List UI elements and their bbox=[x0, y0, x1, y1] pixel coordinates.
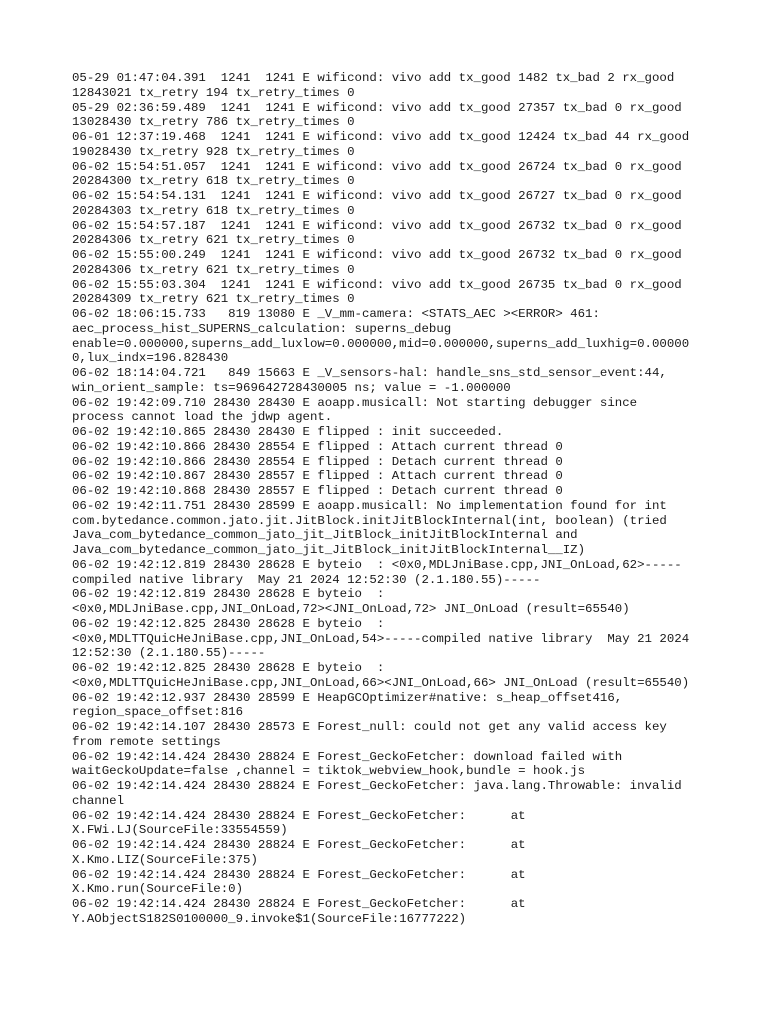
log-line: 06-02 18:14:04.721 849 15663 E _V_sensors-hal: handle_sns_std_sensor_event:44, bbox=[72, 366, 667, 380]
log-line: from remote settings bbox=[72, 734, 221, 749]
log-line: <0x0,MDLTTQuicHeJniBase.cpp,JNI_OnLoad,66><JNI_OnLoad,66> JNI_OnLoad (result=65540) bbox=[72, 675, 690, 690]
log-line: 12:52:30 (2.1.180.55)----- bbox=[72, 646, 266, 661]
log-line: win_orient_sample: ts=969642728430005 ns; value = -1.000000 bbox=[72, 380, 511, 395]
log-line: 20284306 tx_retry 621 tx_retry_times 0 bbox=[72, 262, 355, 277]
log-line: aec_process_hist_SUPERNS_calculation: superns_debug bbox=[72, 321, 452, 336]
log-line: 05-29 01:47:04.391 1241 1241 E wificond: vivo add tx_good 1482 tx_bad 2 rx_good bbox=[72, 71, 675, 85]
log-line: X.Kmo.run(SourceFile:0) bbox=[72, 882, 244, 897]
log-line: 06-01 12:37:19.468 1241 1241 E wificond: vivo add tx_good 12424 tx_bad 44 rx_good bbox=[72, 130, 690, 144]
log-line: Y.AObjectS182S0100000_9.invoke$1(SourceFile:16777222) bbox=[72, 911, 467, 926]
log-line: 06-02 15:54:54.131 1241 1241 E wificond: vivo add tx_good 26727 tx_bad 0 rx_good bbox=[72, 189, 682, 203]
log-line: 05-29 02:36:59.489 1241 1241 E wificond: vivo add tx_good 27357 tx_bad 0 rx_good bbox=[72, 100, 682, 115]
log-line: 06-02 15:54:51.057 1241 1241 E wificond: vivo add tx_good 26724 tx_bad 0 rx_good bbox=[72, 159, 682, 174]
log-line: 06-02 19:42:14.424 28430 28824 E Forest_GeckoFetcher: java.lang.Throwable: invalid bbox=[72, 779, 682, 793]
log-line: 06-02 19:42:12.825 28430 28628 E byteio : bbox=[72, 661, 385, 675]
log-line: 06-02 19:42:14.424 28430 28824 E Forest_GeckoFetcher: at bbox=[72, 867, 526, 882]
log-line: Java_com_bytedance_common_jato_jit_JitBlock_initJitBlockInternal and bbox=[72, 528, 578, 543]
log-line: 06-02 19:42:09.710 28430 28430 E aoapp.musicall: Not starting debugger since bbox=[72, 395, 638, 410]
log-line: 20284303 tx_retry 618 tx_retry_times 0 bbox=[72, 203, 355, 218]
log-line: 06-02 19:42:12.819 28430 28628 E byteio : bbox=[72, 587, 385, 602]
log-line: 06-02 19:42:14.424 28430 28824 E Forest_GeckoFetcher: at bbox=[72, 897, 526, 911]
log-line: 20284306 tx_retry 621 tx_retry_times 0 bbox=[72, 233, 355, 248]
log-line: 06-02 19:42:12.825 28430 28628 E byteio : bbox=[72, 616, 385, 631]
log-line: process cannot load the jdwp agent. bbox=[72, 410, 333, 425]
log-line: 06-02 19:42:11.751 28430 28599 E aoapp.musicall: No implementation found for int bbox=[72, 498, 667, 513]
log-text-block bbox=[72, 71, 712, 927]
log-line: 06-02 19:42:10.868 28430 28557 E flipped : Detach current thread 0 bbox=[72, 484, 563, 498]
log-line: 13028430 tx_retry 786 tx_retry_times 0 bbox=[72, 115, 355, 130]
log-line: 06-02 19:42:10.865 28430 28430 E flipped : init succeeded. bbox=[72, 425, 504, 439]
log-line: 06-02 18:06:15.733 819 13080 E _V_mm-camera: <STATS_AEC ><ERROR> 461: bbox=[72, 307, 600, 321]
log-line: 06-02 19:42:14.424 28430 28824 E Forest_GeckoFetcher: at bbox=[72, 808, 526, 823]
log-line: 06-02 15:55:03.304 1241 1241 E wificond: vivo add tx_good 26735 tx_bad 0 rx_good bbox=[72, 277, 682, 292]
log-line: 06-02 19:42:14.107 28430 28573 E Forest_null: could not get any valid access key bbox=[72, 720, 667, 734]
log-line: 06-02 15:55:00.249 1241 1241 E wificond: vivo add tx_good 26732 tx_bad 0 rx_good bbox=[72, 248, 682, 262]
log-line: 06-02 19:42:10.866 28430 28554 E flipped : Attach current thread 0 bbox=[72, 439, 563, 454]
log-line: Java_com_bytedance_common_jato_jit_JitBlock_initJitBlockInternal__IZ) bbox=[72, 543, 586, 557]
log-line: X.Kmo.LIZ(SourceFile:375) bbox=[72, 852, 258, 867]
log-line: 06-02 19:42:14.424 28430 28824 E Forest_GeckoFetcher: at bbox=[72, 838, 526, 852]
log-line: 06-02 19:42:10.867 28430 28557 E flipped : Attach current thread 0 bbox=[72, 469, 563, 484]
log-line: X.FWi.LJ(SourceFile:33554559) bbox=[72, 823, 288, 838]
log-line: 20284309 tx_retry 621 tx_retry_times 0 bbox=[72, 292, 355, 307]
log-line: 06-02 19:42:12.819 28430 28628 E byteio : <0x0,MDLJniBase.cpp,JNI_OnLoad,62>----- bbox=[72, 557, 682, 572]
log-line: <0x0,MDLTTQuicHeJniBase.cpp,JNI_OnLoad,54>-----compiled native library May 21 2024 bbox=[72, 631, 690, 646]
log-line: 06-02 15:54:57.187 1241 1241 E wificond: vivo add tx_good 26732 tx_bad 0 rx_good bbox=[72, 218, 682, 233]
log-line: enable=0.000000,superns_add_luxlow=0.000000,mid=0.000000,superns_add_luxhig=0.00000 bbox=[72, 336, 690, 351]
log-line: com.bytedance.common.jato.jit.JitBlock.initJitBlockInternal(int, boolean) (tried bbox=[72, 513, 667, 528]
log-line: 19028430 tx_retry 928 tx_retry_times 0 bbox=[72, 144, 355, 159]
log-line: 20284300 tx_retry 618 tx_retry_times 0 bbox=[72, 174, 355, 189]
log-line: 06-02 19:42:14.424 28430 28824 E Forest_GeckoFetcher: download failed with bbox=[72, 749, 623, 764]
log-line: region_space_offset:816 bbox=[72, 705, 244, 720]
log-line: channel bbox=[72, 793, 125, 808]
log-line: compiled native library May 21 2024 12:52:30 (2.1.180.55)----- bbox=[72, 572, 541, 587]
log-line: waitGeckoUpdate=false ,channel = tiktok_webview_hook,bundle = hook.js bbox=[72, 764, 586, 779]
log-line: 12843021 tx_retry 194 tx_retry_times 0 bbox=[72, 85, 355, 100]
log-line: <0x0,MDLJniBase.cpp,JNI_OnLoad,72><JNI_OnLoad,72> JNI_OnLoad (result=65540) bbox=[72, 602, 630, 616]
log-line: 0,lux_indx=196.828430 bbox=[72, 351, 229, 366]
log-line: 06-02 19:42:12.937 28430 28599 E HeapGCOptimizer#native: s_heap_offset416, bbox=[72, 690, 623, 705]
log-line: 06-02 19:42:10.866 28430 28554 E flipped : Detach current thread 0 bbox=[72, 454, 563, 469]
